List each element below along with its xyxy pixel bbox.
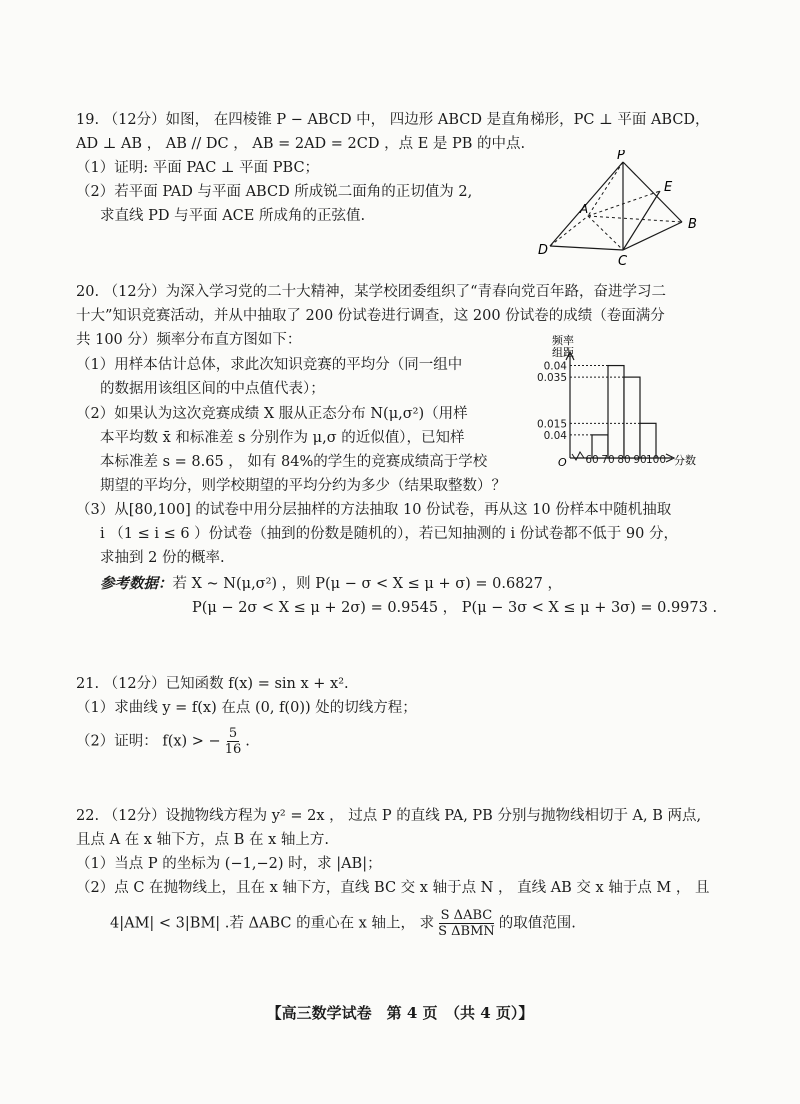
q19-part1: （1）证明: 平面 PAC ⊥ 平面 PBC； xyxy=(76,160,320,176)
x-tick-label-90: 90 xyxy=(633,454,647,466)
label-A: A xyxy=(580,202,589,216)
label-E: E xyxy=(664,180,673,195)
q21-stem: 21. （12分）已知函数 f(x) = sin x + x². xyxy=(76,676,349,692)
y-axis-label-bottom: 组距 xyxy=(552,346,574,359)
q19-part2-cont: 求直线 PD 与平面 ACE 所成角的正弦值. xyxy=(100,208,366,224)
q20-reference-line2: P(μ − 2σ < X ≤ μ + 2σ) = 0.9545 ， P(μ − 3σ < X ≤ μ + 3σ) = 0.9973 . xyxy=(192,600,718,616)
q21-part2-end: . xyxy=(245,733,250,750)
q20-part2-cont3: 期望的平均分，则学校期望的平均分约为多少（结果取整数）？ xyxy=(100,478,506,494)
q20-part3: （3）从[80,100] 的试卷中用分层抽样的方法抽取 10 份试卷，再从这 10 份样本中随机抽取 xyxy=(76,502,672,518)
histogram-bar-2 xyxy=(608,366,624,458)
q21-part2-text: （2）证明： f(x) > − xyxy=(76,733,221,750)
area-ratio-denominator: S ΔBMN xyxy=(438,924,495,939)
reference-data-label: 参考数据： xyxy=(100,575,173,592)
fraction-denominator: 16 xyxy=(224,742,242,757)
label-B: B xyxy=(688,217,697,232)
q20-part2-cont1: 本平均数 x̄ 和标准差 s 分别作为 μ,σ 的近似值），已知样 xyxy=(100,430,465,446)
q22-stem-line2: 且点 A 在 x 轴下方，点 B 在 x 轴上方. xyxy=(76,832,329,848)
q20-part3-cont2: 求抽到 2 份的概率. xyxy=(100,550,225,566)
x-tick-label-100: 100 xyxy=(645,454,667,466)
q20-stem-line1: 20. （12分）为深入学习党的二十大精神，某学校团委组织了“青春向党百年路，奋进学习二 xyxy=(76,284,667,300)
x-tick-label-60: 60 xyxy=(585,454,599,466)
reference-data-1: 若 X ~ N(μ,σ²) ，则 P(μ − σ < X ≤ μ + σ) = 0.6827 ， xyxy=(172,576,562,592)
q19-part2: （2）若平面 PAD 与平面 ABCD 所成锐二面角的正切值为 2, xyxy=(76,184,473,200)
x-axis-label: 分数 xyxy=(674,454,696,467)
q20-stem-line3: 共 100 分）频率分布直方图如下： xyxy=(76,332,302,348)
histogram-bar-3 xyxy=(624,377,640,458)
frequency-histogram xyxy=(522,332,700,476)
area-ratio-fraction xyxy=(436,908,497,939)
label-D: D xyxy=(538,243,549,258)
fraction-numerator: 5 xyxy=(228,726,238,741)
q19-stem-line1: 19. （12分）如图， 在四棱锥 P − ABCD 中， 四边形 ABCD 是直角梯形，PC ⊥ 平面 ABCD， xyxy=(76,112,710,128)
label-P: P xyxy=(617,150,625,163)
histogram-bar-4 xyxy=(640,423,656,458)
q22-part1: （1）当点 P 的坐标为 (−1,−2) 时，求 |AB|； xyxy=(76,856,382,872)
q20-stem-line2: 十大”知识竞赛活动，并从中抽取了 200 份试卷进行调查，这 200 份试卷的成绩（卷面满分 xyxy=(76,308,665,324)
label-C: C xyxy=(618,254,628,269)
q20-reference-line1 xyxy=(100,574,562,594)
y-tick-label-3: 0.015 xyxy=(536,418,567,431)
q20-part1: （1）用样本估计总体，求此次知识竞赛的平均分（同一组中 xyxy=(76,357,463,373)
x-tick-label-70: 70 xyxy=(601,454,615,466)
q21-part2 xyxy=(76,726,250,757)
y-tick-label-2: 0.035 xyxy=(536,372,567,385)
origin-label: O xyxy=(558,456,567,469)
y-axis-label-top: 频率 xyxy=(552,334,574,347)
page-footer: 【高三数学试卷 第 4 页 （共 4 页）】 xyxy=(266,1004,534,1022)
q22-part2-cont-text: 4|AM| < 3|BM| .若 ΔABC 的重心在 x 轴上， 求 xyxy=(110,915,435,932)
y-tick-label-4: 0.04 xyxy=(543,429,567,442)
x-tick-label-80: 80 xyxy=(617,454,631,466)
area-ratio-numerator: S ΔABC xyxy=(440,908,493,923)
q22-part2-cont xyxy=(110,908,576,939)
q22-stem-line1: 22. （12分）设抛物线方程为 y² = 2x ， 过点 P 的直线 PA, PB 分别与抛物线相切于 A, B 两点, xyxy=(76,808,702,824)
q22-part2-end: 的取值范围. xyxy=(498,915,576,932)
q21-part1: （1）求曲线 y = f(x) 在点 (0, f(0)) 处的切线方程； xyxy=(76,700,417,716)
q19-stem-line2: AD ⊥ AB ， AB // DC ， AB = 2AD = 2CD ，点 E 是 PB 的中点. xyxy=(76,136,526,152)
y-tick-label-1: 0.04 xyxy=(543,360,567,373)
q20-part3-cont1: i （1 ≤ i ≤ 6 ）份试卷（抽到的份数是随机的），若已知抽测的 i 份试卷都不低于 90 分， xyxy=(100,526,678,542)
fraction-5-16 xyxy=(223,726,244,757)
q20-part1-cont: 的数据用该组区间的中点值代表）； xyxy=(100,381,325,397)
q22-part2: （2）点 C 在抛物线上，且在 x 轴下方，直线 BC 交 x 轴于点 N ， 直线 AB 交 x 轴于点 M ， 且 xyxy=(76,880,710,896)
q20-part2: （2）如果认为这次竞赛成绩 X 服从正态分布 N(μ,σ²)（用样 xyxy=(76,406,468,422)
q20-part2-cont2: 本标准差 s = 8.65 ， 如有 84%的学生的竞赛成绩高于学校 xyxy=(100,454,488,470)
axis-break-mark xyxy=(572,452,584,460)
pyramid-figure xyxy=(530,150,730,270)
